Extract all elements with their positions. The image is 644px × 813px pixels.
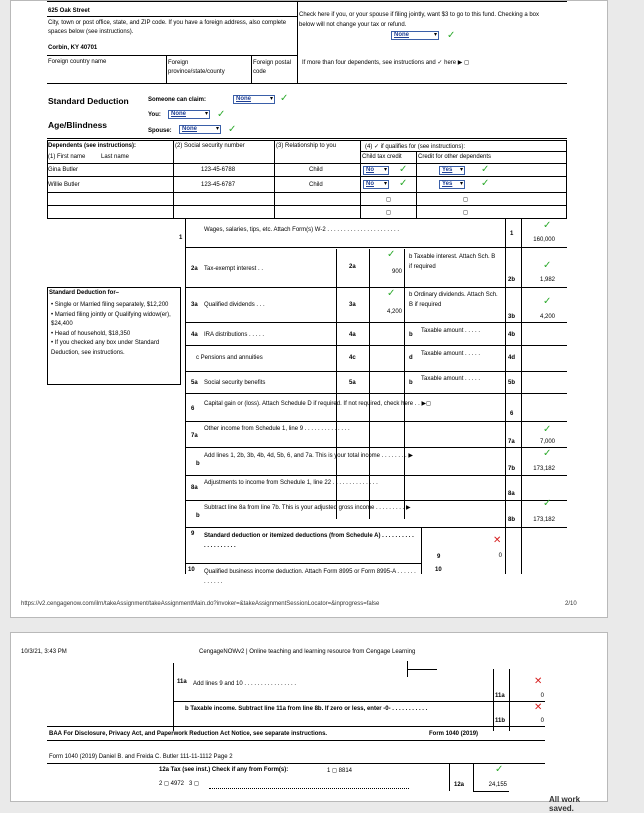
line-10-box: 10 bbox=[435, 567, 442, 573]
rule bbox=[185, 247, 567, 248]
checkbox-icon[interactable]: ◻ bbox=[386, 197, 391, 203]
x-icon: ✕ bbox=[534, 702, 543, 713]
save-status: All work saved. bbox=[549, 795, 581, 813]
line-9-box: 9 bbox=[437, 554, 441, 560]
dependents-more-text: If more than four dependents, see instructions and ✓ here ▶ ◻ bbox=[302, 60, 470, 66]
form-page-1 bbox=[10, 0, 608, 618]
line-7a-num: 7a bbox=[191, 433, 198, 439]
line-3a-box: 3a bbox=[349, 302, 356, 308]
divider bbox=[421, 527, 422, 574]
rule bbox=[407, 669, 437, 670]
check-icon: ✓ bbox=[543, 424, 552, 435]
dependents-header: Dependents (see instructions): bbox=[48, 143, 137, 149]
line-8b-box: 8b bbox=[508, 517, 516, 523]
checkbox-icon[interactable]: ◻ bbox=[386, 210, 391, 216]
foreign-province-label: Foreign province/state/county bbox=[168, 60, 225, 75]
page2-header: Form 1040 (2019) Daniel B. and Freida C. Butler 111-11-1112 Page 2 bbox=[49, 754, 233, 760]
line-4d-text: Taxable amount . . . . . bbox=[421, 351, 481, 357]
rule bbox=[185, 447, 567, 448]
col-child-credit: Child tax credit bbox=[362, 154, 402, 160]
sd-item: • Single or Married filing separately, $12,200 bbox=[51, 302, 169, 308]
line-d-marker: d bbox=[409, 355, 413, 361]
col-other-credit: Credit for other dependents bbox=[418, 154, 492, 160]
rule bbox=[185, 371, 567, 372]
child-credit-select[interactable]: No ▾ bbox=[363, 180, 389, 189]
dependent-ssn: 123-45-6787 bbox=[201, 182, 236, 188]
line-7b-amount[interactable]: 173,182 bbox=[533, 466, 555, 472]
line-3b-amount[interactable]: 4,200 bbox=[539, 314, 555, 320]
line-8a-text: Adjustments to income from Schedule 1, line 22 . . . . . . . . . . . . . . bbox=[204, 480, 378, 486]
form-page-2 bbox=[10, 632, 608, 813]
other-credit-select[interactable]: Yes ▾ bbox=[439, 166, 465, 175]
divider bbox=[173, 663, 174, 731]
sd-item: • Married filing jointly or Qualifying widow(er), $24,400 bbox=[51, 311, 171, 327]
line-11a-num: 11a bbox=[177, 679, 187, 685]
col-relationship: (3) Relationship to you bbox=[276, 143, 337, 149]
col-divider bbox=[173, 140, 174, 219]
line-7b-box: 7b bbox=[508, 466, 516, 472]
divider bbox=[185, 219, 186, 574]
check-icon: ✓ bbox=[543, 498, 552, 509]
check-icon: ✓ bbox=[543, 296, 552, 307]
checkbox-icon[interactable]: ◻ bbox=[463, 210, 468, 216]
divider bbox=[251, 56, 252, 83]
line-12a-amount[interactable]: 24,155 bbox=[488, 782, 507, 788]
line-8a-num: 8a bbox=[191, 485, 198, 491]
line-11b-amount[interactable]: 0 bbox=[540, 718, 544, 724]
line-3a-amount[interactable]: 4,200 bbox=[386, 309, 402, 315]
line-3a-text: Qualified dividends . . . bbox=[204, 302, 265, 308]
sd-box-list bbox=[51, 301, 179, 358]
line-12a-option-8814[interactable]: 1 ◻ 8814 bbox=[327, 768, 352, 774]
dependent-name: Gina Butler bbox=[48, 167, 79, 173]
line-11b-text: b Taxable income. Subtract line 11a from line 8b. If zero or less, enter -0- . . . . . . . . . . . bbox=[185, 706, 428, 712]
col-divider bbox=[274, 140, 275, 219]
age-blindness-title: Age/Blindness bbox=[48, 120, 108, 130]
other-credit-select[interactable]: Yes ▾ bbox=[439, 180, 465, 189]
line-7a-text: Other income from Schedule 1, line 9 . . . . . . . . . . . . . . bbox=[204, 426, 350, 432]
divider bbox=[493, 669, 494, 731]
line-2a-num: 2a bbox=[191, 266, 198, 272]
line-5b-text: Taxable amount . . . . . bbox=[421, 376, 481, 382]
rule bbox=[47, 55, 297, 56]
rule bbox=[473, 791, 509, 792]
rule bbox=[185, 500, 567, 501]
rule bbox=[47, 763, 545, 764]
line-2b-amount[interactable]: 1,982 bbox=[539, 277, 555, 283]
line-9-num: 9 bbox=[191, 531, 195, 537]
col-last-name: Last name bbox=[101, 154, 130, 160]
std-deduction-title: Standard Deduction bbox=[48, 96, 129, 106]
col-divider bbox=[416, 151, 417, 219]
dependent-relationship: Child bbox=[309, 182, 323, 188]
someone-can-claim-select[interactable]: None ▾ bbox=[233, 95, 275, 104]
rule bbox=[47, 138, 567, 139]
someone-can-claim-label: Someone can claim: bbox=[148, 97, 207, 103]
line-4a-box: 4a bbox=[349, 332, 356, 338]
check-icon: ✓ bbox=[387, 249, 396, 260]
divider bbox=[505, 527, 506, 574]
child-credit-select[interactable]: No ▾ bbox=[363, 166, 389, 175]
line-2a-box: 2a bbox=[349, 264, 356, 270]
check-icon: ✓ bbox=[481, 178, 490, 189]
foreign-postal-label: Foreign postal code bbox=[253, 60, 292, 75]
rule bbox=[47, 163, 567, 164]
check-icon: ✓ bbox=[387, 288, 396, 299]
line-3a-num: 3a bbox=[191, 302, 198, 308]
check-icon: ✓ bbox=[495, 764, 504, 775]
footer-page-number: 2/10 bbox=[565, 601, 577, 607]
line-11b-box: 11b bbox=[495, 718, 506, 724]
line-11a-text: Add lines 9 and 10 . . . . . . . . . . . . . . . . bbox=[193, 681, 297, 687]
divider bbox=[297, 1, 298, 83]
line-9-text: Standard deduction or itemized deductions (from Schedule A) . . . . . . . . . . . . . . . . . . . . bbox=[204, 533, 414, 549]
line-b-marker: b bbox=[196, 461, 200, 467]
line-5a-text: Social security benefits bbox=[204, 380, 266, 386]
spouse-select[interactable]: None ▾ bbox=[179, 125, 221, 134]
divider bbox=[449, 764, 450, 791]
line-b-marker: b bbox=[409, 380, 413, 386]
line-12a-option-3[interactable]: 3 ◻ bbox=[189, 781, 199, 787]
rule bbox=[47, 83, 567, 84]
checkbox-icon[interactable]: ◻ bbox=[463, 197, 468, 203]
rule bbox=[47, 740, 545, 741]
sd-box-title: Standard Deduction for– bbox=[49, 290, 120, 296]
line-4b-text: Taxable amount . . . . . bbox=[421, 328, 481, 334]
rule bbox=[185, 393, 567, 394]
rule bbox=[185, 322, 567, 323]
footer-url: https://v2.cengagenow.com/ilrn/takeAssignment/takeAssignmentMain.do?invoker=&takeAssignmentSessionLocator=&inprogress=false bbox=[21, 601, 380, 607]
check-icon: ✓ bbox=[481, 164, 490, 175]
rule bbox=[185, 287, 567, 288]
line-4a-text: IRA distributions . . . . . bbox=[204, 332, 265, 338]
check-icon: ✓ bbox=[399, 164, 408, 175]
check-icon: ✓ bbox=[543, 260, 552, 271]
rule bbox=[47, 16, 297, 17]
check-icon: ✓ bbox=[399, 178, 408, 189]
rule bbox=[47, 176, 567, 177]
rule bbox=[361, 151, 567, 152]
line-5a-box: 5a bbox=[349, 380, 356, 386]
rule bbox=[209, 788, 409, 789]
top-rule bbox=[47, 1, 567, 2]
dependent-name: Willie Butler bbox=[48, 182, 80, 188]
line-4a-num: 4a bbox=[191, 332, 198, 338]
line-3b-num: 3b bbox=[508, 314, 516, 320]
check-icon: ✓ bbox=[543, 220, 552, 231]
line-7b-text: Add lines 1, 2b, 3b, 4b, 4d, 5b, 6, and 7a. This is your total income . . . . . . . . ▶ bbox=[204, 453, 413, 459]
line-5a-num: 5a bbox=[191, 380, 198, 386]
city-value: Corbin, KY 40701 bbox=[48, 45, 98, 51]
line-8b-text: Subtract line 8a from line 7b. This is your adjusted gross income . . . . . . . . . ▶ bbox=[204, 505, 411, 511]
street-address: 625 Oak Street bbox=[48, 8, 90, 14]
col-ssn: (2) Social security number bbox=[175, 143, 245, 149]
line-12a-text: 12a Tax (see inst.) Check if any from Form(s): bbox=[159, 767, 289, 773]
line-7a-box: 7a bbox=[508, 439, 515, 445]
you-label: You: bbox=[148, 112, 161, 118]
line-1-box-num: 1 bbox=[510, 231, 514, 237]
x-icon: ✕ bbox=[534, 676, 543, 687]
dependent-relationship: Child bbox=[309, 167, 323, 173]
sd-item: • If you checked any box under Standard Deduction, see instructions. bbox=[51, 340, 160, 356]
campaign-select[interactable]: None ▾ bbox=[391, 31, 439, 40]
line-5b-num: 5b bbox=[508, 380, 516, 386]
rule bbox=[185, 345, 567, 346]
line-1-num: 1 bbox=[179, 235, 183, 241]
foreign-country-label: Foreign country name bbox=[48, 59, 107, 65]
print-date: 10/3/21, 3:43 PM bbox=[21, 649, 67, 655]
x-icon: ✕ bbox=[493, 535, 502, 546]
sd-item: • Head of household, $18,350 bbox=[51, 330, 131, 337]
line-12a-box: 12a bbox=[454, 782, 465, 788]
check-icon: ✓ bbox=[543, 448, 552, 459]
check-icon: ✓ bbox=[217, 109, 226, 120]
amount-col-divider bbox=[505, 219, 506, 574]
page-title: CengageNOWv2 | Online teaching and learning resource from Cengage Learning bbox=[199, 649, 416, 655]
rule bbox=[185, 563, 422, 564]
line-1-amount[interactable]: 160,000 bbox=[533, 237, 555, 243]
line-2b-num: 2b bbox=[508, 277, 516, 283]
rule bbox=[185, 475, 567, 476]
rule bbox=[47, 205, 567, 206]
rule bbox=[47, 192, 567, 193]
line-11a-amount[interactable]: 0 bbox=[540, 693, 544, 699]
city-label: City, town or post office, state, and ZIP code. If you have a foreign address, also complete spaces below (see instructions). bbox=[48, 20, 287, 35]
line-12a-option-4972[interactable]: 2 ◻ 4972 bbox=[159, 781, 184, 787]
line-6-num: 6 bbox=[191, 406, 195, 412]
check-icon: ✓ bbox=[228, 124, 237, 135]
check-icon: ✓ bbox=[447, 30, 456, 41]
rule bbox=[173, 701, 545, 702]
rule bbox=[47, 726, 545, 727]
campaign-text: Check here if you, or your spouse if filing jointly, want $3 to go to this fund. Checking a box below will not change your tax or refund. bbox=[299, 12, 540, 28]
divider bbox=[509, 669, 510, 731]
line-b-marker: b bbox=[196, 513, 200, 519]
line-2b-text: b Taxable interest. Attach Sch. B if required bbox=[409, 254, 496, 270]
line-b-marker: b bbox=[409, 332, 413, 338]
line-2a-text: Tax-exempt interest . . bbox=[204, 266, 264, 272]
you-select[interactable]: None ▾ bbox=[168, 110, 210, 119]
baa-notice: BAA For Disclosure, Privacy Act, and Paperwork Reduction Act Notice, see separate instructions. bbox=[49, 731, 328, 737]
line-4b-num: 4b bbox=[508, 332, 516, 338]
line-4c-text: c Pensions and annuities bbox=[196, 355, 263, 361]
line-10-num: 10 bbox=[188, 567, 195, 573]
line-2a-amount[interactable]: 900 bbox=[391, 269, 402, 275]
line-1-text: Wages, salaries, tips, etc. Attach Form(s) W-2 . . . . . . . . . . . . . . . . . . . . . . bbox=[204, 227, 400, 233]
line-4d-num: 4d bbox=[508, 355, 516, 361]
line-4c-box: 4c bbox=[349, 355, 356, 361]
col-first-name: (1) First name bbox=[48, 154, 86, 160]
line-11a-box: 11a bbox=[495, 693, 505, 699]
divider bbox=[166, 56, 167, 83]
line-9-amount[interactable]: 0 bbox=[498, 553, 502, 559]
line-7a-amount[interactable]: 7,000 bbox=[539, 439, 555, 445]
line-3b-text: b Ordinary dividends. Attach Sch. B if required bbox=[409, 292, 498, 308]
line-10-text: Qualified business income deduction. Attach Form 8995 or Form 8995-A . . . . . . . . . . . . bbox=[204, 569, 416, 585]
rule bbox=[185, 527, 567, 528]
dependent-ssn: 123-45-6788 bbox=[201, 167, 236, 173]
line-6-box: 6 bbox=[510, 411, 514, 417]
col-qualifies: (4) ✓ if qualifies for (see instructions): bbox=[365, 144, 466, 150]
check-icon: ✓ bbox=[280, 93, 289, 104]
line-8a-box: 8a bbox=[508, 491, 515, 497]
line-6-text: Capital gain or (loss). Attach Schedule D if required. If not required, check here . . ▶◻ bbox=[204, 401, 432, 407]
rule bbox=[185, 421, 567, 422]
line-8b-amount[interactable]: 173,182 bbox=[533, 517, 555, 523]
form-ref: Form 1040 (2019) bbox=[429, 731, 479, 737]
spouse-label: Spouse: bbox=[148, 128, 172, 134]
